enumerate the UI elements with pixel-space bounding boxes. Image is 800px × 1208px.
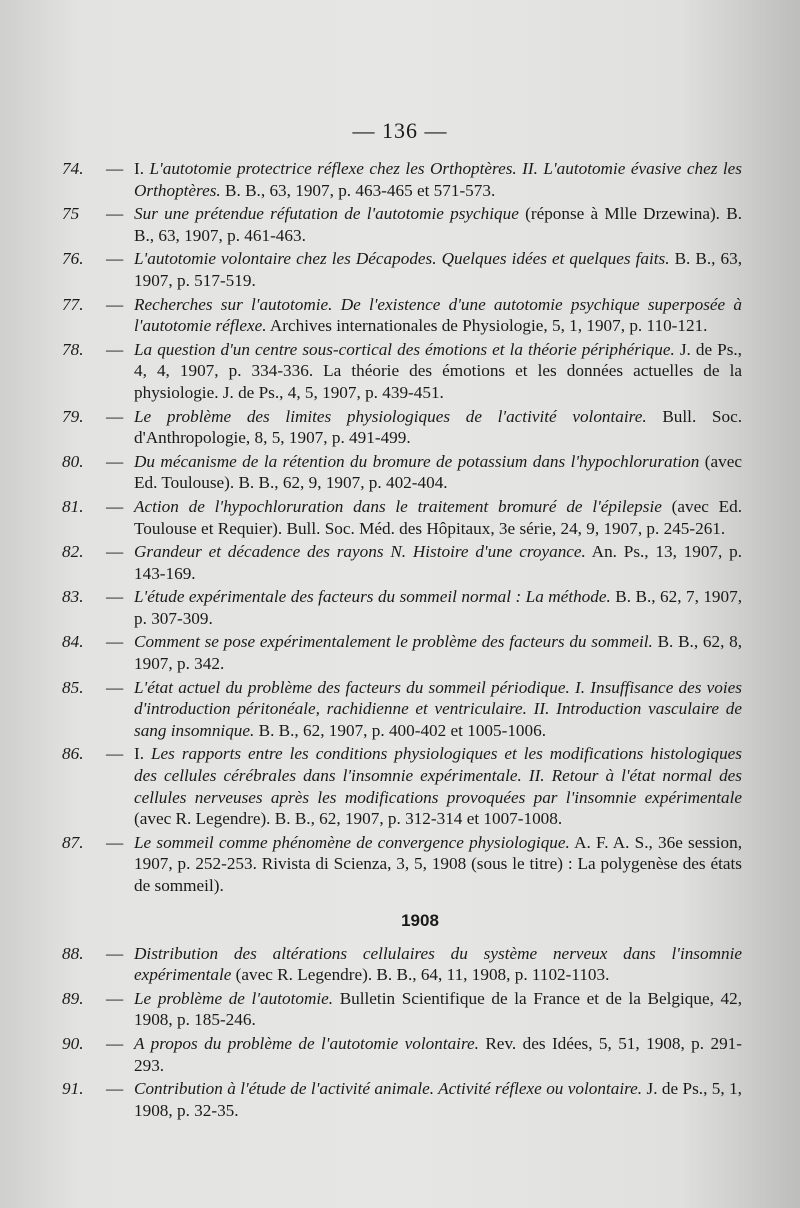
entry-title: L'autotomie volontaire chez les Décapodes. Quelques idées et quelques faits. bbox=[134, 249, 670, 269]
entry-number: 79. bbox=[62, 406, 84, 426]
entry-title: L'état actuel du problème des facteurs du sommeil périodique. I. Insuffisance des voies d'introduction péritonéale, rachidienne et ventriculaire. II. Introduction vasculaire de sang insomnique. bbox=[134, 677, 742, 740]
entry-citation: B. B., 63, 1907, p. 463-465 et 571-573. bbox=[220, 180, 496, 200]
entry-citation: B. B., 62, 7, 1907, p. 307-309. bbox=[134, 587, 742, 628]
entry-citation: B. B., 62, 1907, p. 400-402 et 1005-1006. bbox=[254, 720, 547, 740]
entry-dash: — bbox=[106, 542, 124, 562]
bibliography-entry bbox=[62, 451, 742, 494]
entry-number: 81. bbox=[62, 496, 84, 516]
bibliography-entry bbox=[62, 203, 742, 246]
bibliography-entry bbox=[62, 943, 742, 986]
entry-title: Distribution des altérations cellulaires du système nerveux dans l'insomnie expérimentale bbox=[134, 943, 742, 985]
bibliography-entry bbox=[62, 158, 742, 201]
entry-dash: — bbox=[106, 744, 124, 764]
year-heading: 1908 bbox=[401, 910, 439, 930]
entry-title: Grandeur et décadence des rayons N. Histoire d'une croyance. bbox=[134, 542, 586, 562]
entry-text bbox=[134, 586, 742, 629]
bibliography-entry bbox=[62, 1078, 742, 1121]
entry-dash: — bbox=[106, 632, 124, 652]
entry-dash: — bbox=[106, 587, 124, 607]
entry-number: 90. bbox=[62, 1033, 84, 1053]
entry-citation: J. de Ps., 5, 1, 1908, p. 32-35. bbox=[134, 1079, 742, 1120]
entry-dash: — bbox=[106, 159, 124, 178]
entry-dash: — bbox=[106, 294, 124, 314]
entry-dash: — bbox=[106, 1033, 124, 1053]
entry-text bbox=[134, 248, 742, 291]
entry-citation: Bulletin Scientifique de la France et de la Belgique, 42, 1908, p. 185-246. bbox=[134, 988, 742, 1030]
entry-number: 86. bbox=[62, 744, 84, 764]
entry-title: L'autotomie protectrice réflexe chez les Orthoptères. II. L'autotomie évasive chez les Orthoptères. bbox=[134, 159, 742, 200]
entry-number: 85. bbox=[62, 677, 84, 697]
entries-1908 bbox=[62, 943, 742, 1122]
entry-dash: — bbox=[106, 249, 124, 269]
entry-text bbox=[134, 406, 742, 449]
entry-dash: — bbox=[106, 677, 124, 697]
entry-title: Recherches sur l'autotomie. De l'existence d'une autotomie psychique superposée à l'autotomie réflexe. bbox=[134, 294, 742, 336]
entry-number: 83. bbox=[62, 587, 84, 607]
entry-text bbox=[134, 1033, 742, 1076]
entry-title: A propos du problème de l'autotomie volontaire. bbox=[134, 1033, 479, 1053]
entry-citation: Bull. Soc. d'Anthropologie, 8, 5, 1907, p. 491-499. bbox=[134, 406, 743, 448]
entry-citation: A. F. A. S., 36e session, 1907, p. 252-253. Rivista di Scienza, 3, 5, 1908 (sous le titre) : La polygenèse des états de sommeil). bbox=[134, 832, 743, 895]
entry-text bbox=[134, 988, 742, 1031]
entry-citation: (avec Ed. Toulouse). B. B., 62, 9, 1907, p. 402-404. bbox=[134, 451, 742, 493]
entry-number: 77. bbox=[62, 294, 84, 314]
entry-number: 84. bbox=[62, 632, 84, 652]
entry-number: 91. bbox=[62, 1079, 84, 1099]
entry-number: 74. bbox=[62, 159, 84, 178]
entry-text bbox=[134, 743, 742, 829]
entry-dash: — bbox=[106, 832, 124, 852]
bibliography-entry bbox=[62, 832, 742, 897]
entry-text bbox=[134, 832, 742, 897]
entry-title: Action de l'hypochloruration dans le traitement bromuré de l'épilepsie bbox=[134, 496, 662, 516]
bibliography-entry bbox=[62, 406, 742, 449]
entry-dash: — bbox=[106, 496, 124, 516]
page-number: — 136 — bbox=[352, 118, 448, 143]
entry-title: Contribution à l'étude de l'activité animale. Activité réflexe ou volontaire. bbox=[134, 1079, 643, 1099]
entry-citation: (réponse à Mlle Drzewina). B. B., 63, 1907, p. 461-463. bbox=[134, 204, 742, 245]
entry-number: 78. bbox=[62, 339, 84, 359]
entry-citation: J. de Ps., 4, 4, 1907, p. 334-336. La théorie des émotions et les données actuelles de la physiologie. J. de Ps., 4, 5, 1907, p. 439-451. bbox=[134, 339, 742, 402]
entry-number: 87. bbox=[62, 832, 84, 852]
bibliography-entry bbox=[62, 586, 742, 629]
entry-number: 82. bbox=[62, 542, 84, 562]
entry-title: Le problème de l'autotomie. bbox=[134, 988, 334, 1008]
entry-title: Les rapports entre les conditions physiologiques et les modifications histologiques des cellules cérébrales dans l'insomnie expérimentale. II. Retour à l'état normal des cellules nerveuses après les modifications provoquées par l'insomnie expérimentale bbox=[134, 744, 742, 807]
entry-number: 88. bbox=[62, 943, 84, 963]
entry-text bbox=[134, 294, 742, 337]
bibliography-entry bbox=[62, 248, 742, 291]
entry-citation: (avec R. Legendre). B. B., 62, 1907, p. 312-314 et 1007-1008. bbox=[134, 809, 563, 829]
entry-text bbox=[134, 339, 742, 404]
entry-prefix: I. bbox=[134, 744, 151, 764]
entry-dash: — bbox=[106, 204, 124, 224]
entry-citation: (avec R. Legendre). B. B., 64, 11, 1908, p. 1102-1103. bbox=[231, 965, 610, 985]
entry-text bbox=[134, 631, 742, 674]
bibliography-list bbox=[62, 158, 742, 1123]
bibliography-entry bbox=[62, 677, 742, 742]
entry-text bbox=[134, 203, 742, 246]
entry-title: Le sommeil comme phénomène de convergence physiologique. bbox=[134, 832, 570, 852]
entry-title: Du mécanisme de la rétention du bromure de potassium dans l'hypochloruration bbox=[134, 451, 700, 471]
entry-text bbox=[134, 541, 742, 584]
entry-citation: Rev. des Idées, 5, 51, 1908, p. 291-293. bbox=[134, 1033, 742, 1075]
entry-citation: B. B., 63, 1907, p. 517-519. bbox=[134, 249, 742, 290]
entry-dash: — bbox=[106, 943, 124, 963]
bibliography-entry bbox=[62, 988, 742, 1031]
bibliography-entry bbox=[62, 631, 742, 674]
bibliography-entry bbox=[62, 496, 742, 539]
entry-dash: — bbox=[106, 1079, 124, 1099]
entry-text bbox=[134, 158, 742, 201]
entry-number: 75 bbox=[62, 204, 80, 224]
entry-citation: B. B., 62, 8, 1907, p. 342. bbox=[134, 632, 742, 674]
entry-text bbox=[134, 1078, 742, 1121]
entry-citation: Archives internationales de Physiologie, 5, 1, 1907, p. 110-121. bbox=[266, 316, 708, 336]
entry-title: L'étude expérimentale des facteurs du sommeil normal : La méthode. bbox=[134, 587, 611, 607]
entry-dash: — bbox=[106, 339, 124, 359]
bibliography-entry bbox=[62, 541, 742, 584]
entry-number: 80. bbox=[62, 451, 84, 471]
entry-text bbox=[134, 451, 742, 494]
entry-text bbox=[134, 943, 742, 986]
bibliography-entry bbox=[62, 743, 742, 829]
entry-title: Le problème des limites physiologiques de l'activité volontaire. bbox=[134, 406, 647, 426]
bibliography-entry bbox=[62, 1033, 742, 1076]
entry-text bbox=[134, 677, 742, 742]
entry-text bbox=[134, 496, 742, 539]
entry-dash: — bbox=[106, 988, 124, 1008]
entry-title: Sur une prétendue réfutation de l'autotomie psychique bbox=[134, 204, 519, 224]
bibliography-entry bbox=[62, 339, 742, 404]
entry-dash: — bbox=[106, 406, 124, 426]
bibliography-entry bbox=[62, 294, 742, 337]
entry-dash: — bbox=[106, 451, 124, 471]
entry-title: Comment se pose expérimentalement le problème des facteurs du sommeil. bbox=[134, 632, 653, 652]
entry-number: 76. bbox=[62, 249, 84, 269]
entry-prefix: I. bbox=[134, 159, 150, 178]
entry-citation: An. Ps., 13, 1907, p. 143-169. bbox=[134, 542, 742, 583]
entries-1907 bbox=[62, 158, 742, 897]
entry-number: 89. bbox=[62, 988, 84, 1008]
entry-title: La question d'un centre sous-cortical des émotions et la théorie périphérique. bbox=[134, 339, 675, 359]
entry-citation: (avec Ed. Toulouse et Requier). Bull. Soc. Méd. des Hôpitaux, 3e série, 24, 9, 1907, p. 245-261. bbox=[134, 496, 743, 538]
